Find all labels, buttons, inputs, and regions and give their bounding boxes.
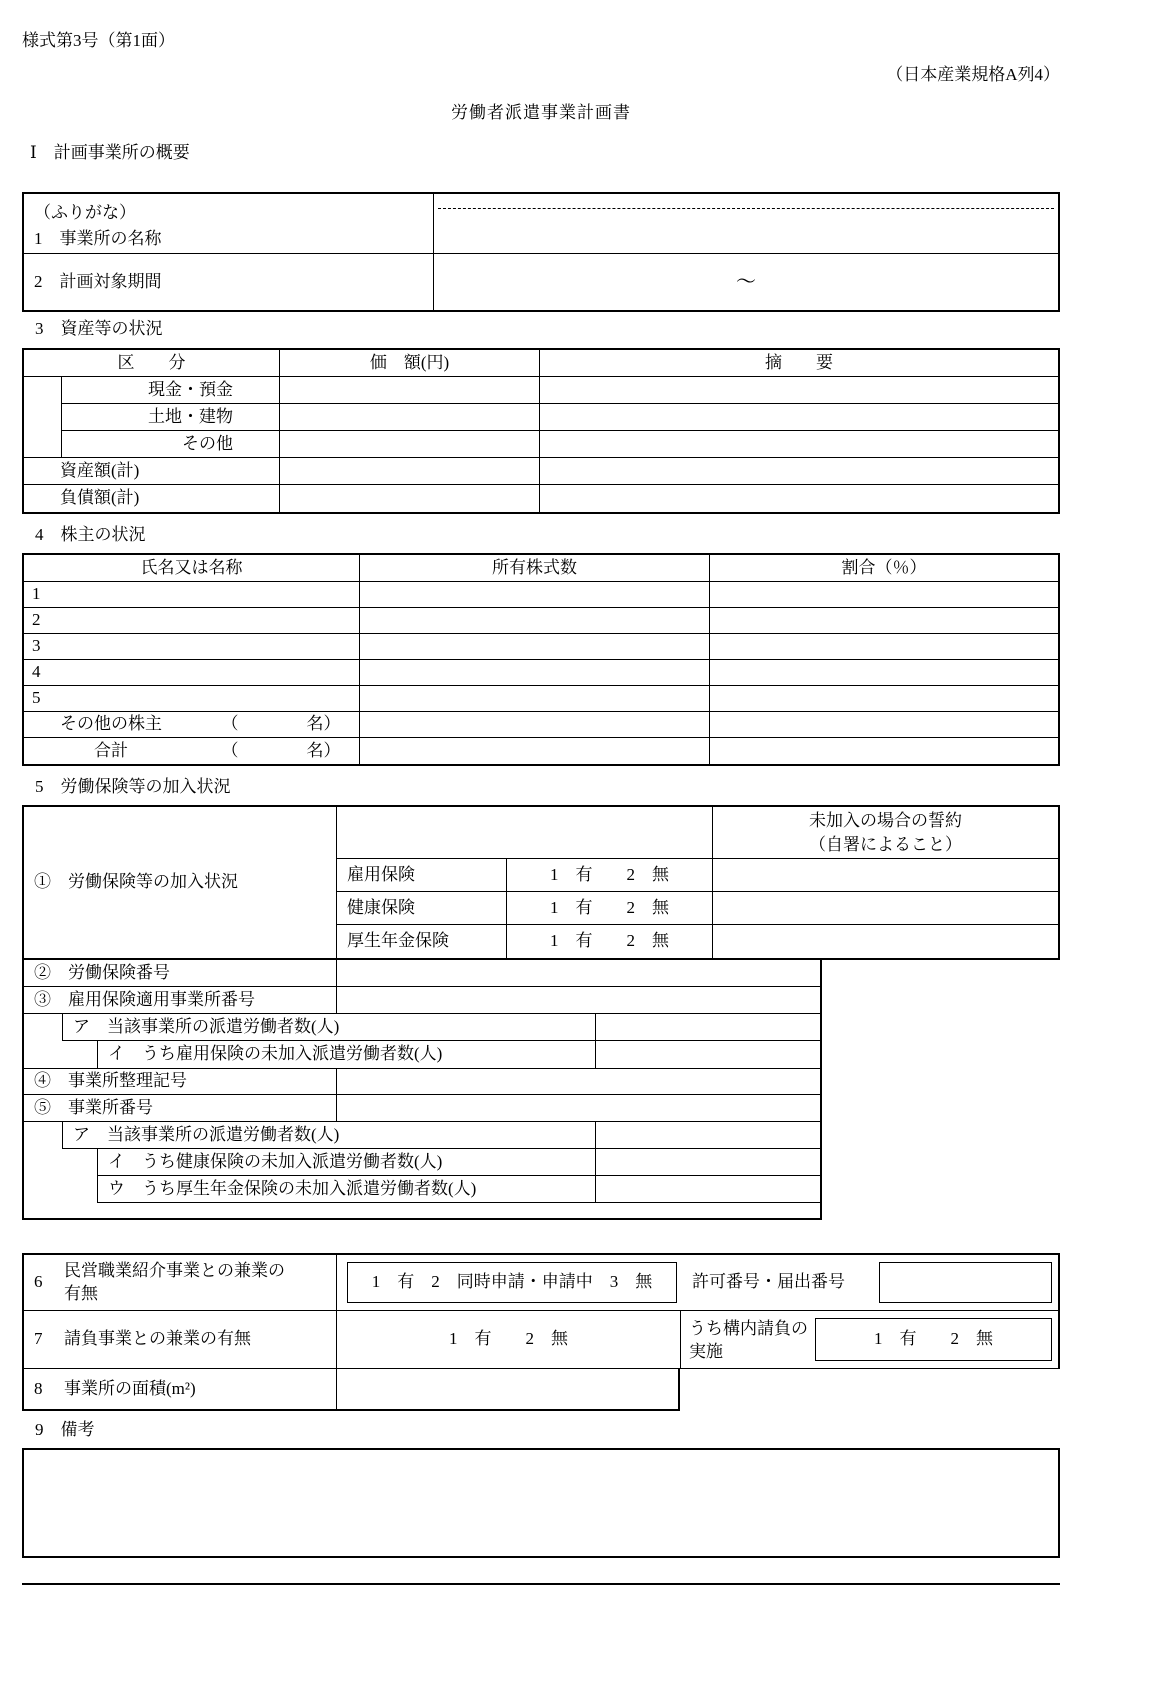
contracting-row (22, 1311, 1060, 1369)
shareholder-2-name-field[interactable]: 2 (24, 608, 360, 634)
asset-cash-summary-field[interactable] (540, 377, 1058, 404)
form-number: 様式第3号（第1面） (22, 31, 175, 50)
shareholder-5-name-field[interactable]: 5 (24, 686, 360, 712)
employment-insurance-office-number-label: ③ 雇用保険適用事業所番号 (24, 987, 337, 1013)
assets-indent-strip (24, 404, 62, 431)
side-business-label-cell (24, 1255, 337, 1310)
shareholder-2-ratio-field[interactable] (710, 608, 1058, 634)
shareholders-col-name: 氏名又は名称 (24, 555, 360, 582)
pledge-header-line2: （自署によること） (809, 834, 962, 854)
permit-number-label: 許可番号・届出番号 (692, 1272, 845, 1292)
office-name-field[interactable] (434, 194, 1058, 253)
shareholders-col-ratio: 割合（％） (710, 555, 1058, 582)
health-insurance-options[interactable]: 1 有 2 無 (550, 897, 669, 917)
insurance-status-table (22, 805, 1060, 960)
remarks-field[interactable] (22, 1448, 1060, 1558)
side-business-options[interactable]: 1 有 2 同時申請・申請中 3 無 (347, 1262, 677, 1303)
shareholder-1-shares-field[interactable] (360, 582, 710, 608)
pledge-header (713, 807, 1058, 859)
uninsured-pension-count-field[interactable] (596, 1176, 820, 1202)
side-business-detail-cell (337, 1255, 1058, 1310)
asset-total-amount-field[interactable] (280, 458, 540, 485)
shareholder-total-ratio-field[interactable] (710, 738, 1058, 764)
shareholder-5-shares-field[interactable] (360, 686, 710, 712)
shareholder-total-shares-field[interactable] (360, 738, 710, 764)
office-name-label-cell (24, 194, 434, 253)
insurance-heading: 5 労働保険等の加入状況 (35, 777, 231, 796)
shareholder-total-label: 合計 （ 名） (24, 738, 360, 764)
onsite-contracting-options[interactable]: 1 有 2 無 (815, 1318, 1052, 1361)
paper-standard-note: （日本産業規格A列4） (886, 65, 1060, 84)
dispatched-workers-count-label: ア 当該事業所の派遣労働者数(人) (63, 1014, 596, 1040)
uninsured-health-count-field[interactable] (596, 1149, 820, 1175)
pledge-health-field[interactable] (713, 892, 1058, 925)
permit-number-field[interactable] (879, 1262, 1052, 1303)
dispatched-workers-count2-field[interactable] (596, 1122, 820, 1148)
insurance-item1-label: ① 労働保険等の加入状況 (24, 807, 337, 958)
page-bottom-rule (22, 1583, 1060, 1585)
shareholder-3-shares-field[interactable] (360, 634, 710, 660)
employment-insurance-office-number-field[interactable] (337, 987, 820, 1013)
uninsured-employment-count-label: イ うち雇用保険の未加入派遣労働者数(人) (98, 1041, 596, 1068)
contracting-number: 7 (34, 1329, 43, 1349)
plan-period-label: 2 計画対象期間 (24, 254, 434, 310)
asset-total-label: 資産額(計) (24, 458, 280, 485)
shareholder-4-ratio-field[interactable] (710, 660, 1058, 686)
shareholder-other-shares-field[interactable] (360, 712, 710, 738)
office-reference-code-label: ④ 事業所整理記号 (24, 1069, 337, 1094)
office-area-label-cell (24, 1369, 337, 1409)
asset-cash-amount-field[interactable] (280, 377, 540, 404)
document-title: 労働者派遣事業計画書 (451, 103, 631, 122)
asset-row-other-label: その他 (62, 431, 280, 458)
shareholder-4-name-field[interactable]: 4 (24, 660, 360, 686)
office-area-row (22, 1369, 680, 1411)
shareholder-3-ratio-field[interactable] (710, 634, 1058, 660)
shareholders-col-shares: 所有株式数 (360, 555, 710, 582)
shareholder-1-ratio-field[interactable] (710, 582, 1058, 608)
office-area-number: 8 (34, 1378, 43, 1398)
furigana-label: （ふりがな） (34, 203, 136, 222)
assets-indent-strip (24, 377, 62, 404)
pension-insurance-label: 厚生年金保険 (337, 925, 507, 958)
liability-total-amount-field[interactable] (280, 485, 540, 512)
pledge-employment-field[interactable] (713, 859, 1058, 892)
asset-land-summary-field[interactable] (540, 404, 1058, 431)
insurance-block-bottom-strip (24, 1203, 820, 1218)
assets-col-summary: 摘 要 (540, 350, 1058, 377)
assets-heading: 3 資産等の状況 (35, 319, 163, 338)
contracting-options[interactable]: 1 有 2 無 (337, 1311, 681, 1368)
insurance-blank-cell (337, 807, 712, 859)
office-reference-code-field[interactable] (337, 1069, 820, 1094)
plan-period-field[interactable] (434, 254, 1058, 310)
tilde-mark: ～ (736, 271, 756, 293)
side-business-label: 民営職業紹介事業との兼業の有無 (64, 1261, 285, 1303)
asset-total-summary-field[interactable] (540, 458, 1058, 485)
office-number-field[interactable] (337, 1095, 820, 1121)
office-area-field[interactable] (337, 1369, 678, 1409)
asset-other-amount-field[interactable] (280, 431, 540, 458)
overview-table (22, 192, 1060, 312)
plan-period-row (24, 254, 1058, 310)
business-concurrent-table (22, 1253, 1060, 1411)
uninsured-employment-count-field[interactable] (596, 1041, 820, 1068)
employment-insurance-options[interactable]: 1 有 2 無 (550, 864, 669, 884)
shareholder-other-label: その他の株主 （ 名） (24, 712, 360, 738)
liability-total-summary-field[interactable] (540, 485, 1058, 512)
liability-total-label: 負債額(計) (24, 485, 280, 512)
remarks-heading: 9 備考 (35, 1420, 95, 1439)
labour-insurance-number-field[interactable] (337, 960, 820, 986)
office-number-label: ⑤ 事業所番号 (24, 1095, 337, 1121)
insurance-mid-column (337, 807, 712, 958)
onsite-contracting-cell (681, 1311, 1058, 1368)
insurance-numbers-block (22, 960, 822, 1220)
side-business-row (22, 1253, 1060, 1311)
labour-insurance-number-label: ② 労働保険番号 (24, 960, 337, 986)
section-heading-overview: Ⅰ 計画事業所の概要 (30, 143, 190, 162)
onsite-contracting-label: うち構内請負の実施 (689, 1319, 808, 1361)
dispatched-workers-count2-label: ア 当該事業所の派遣労働者数(人) (63, 1122, 596, 1148)
uninsured-health-count-label: イ うち健康保険の未加入派遣労働者数(人) (98, 1149, 596, 1175)
uninsured-pension-count-label: ウ うち厚生年金保険の未加入派遣労働者数(人) (98, 1176, 596, 1202)
contracting-label: 請負事業との兼業の有無 (64, 1329, 251, 1349)
shareholders-heading: 4 株主の状況 (35, 525, 146, 544)
assets-indent-strip (24, 431, 62, 458)
asset-land-amount-field[interactable] (280, 404, 540, 431)
asset-row-cash-label: 現金・預金 (62, 377, 280, 404)
asset-other-summary-field[interactable] (540, 431, 1058, 458)
dispatched-workers-count-field[interactable] (596, 1014, 820, 1040)
side-business-number: 6 (34, 1272, 43, 1292)
shareholder-2-shares-field[interactable] (360, 608, 710, 634)
employment-insurance-label: 雇用保険 (337, 859, 507, 891)
office-name-row (24, 194, 1058, 254)
contracting-label-cell (24, 1311, 337, 1368)
office-name-label: 1 事業所の名称 (34, 229, 162, 248)
shareholder-4-shares-field[interactable] (360, 660, 710, 686)
asset-row-land-label: 土地・建物 (62, 404, 280, 431)
health-insurance-label: 健康保険 (337, 892, 507, 924)
pledge-header-line1: 未加入の場合の誓約 (809, 810, 962, 830)
assets-table (22, 348, 1060, 514)
assets-col-amount: 価 額(円) (280, 350, 540, 377)
shareholder-other-ratio-field[interactable] (710, 712, 1058, 738)
shareholders-table (22, 553, 1060, 766)
shareholder-5-ratio-field[interactable] (710, 686, 1058, 712)
furigana-rule-line (438, 208, 1054, 209)
shareholder-1-name-field[interactable]: 1 (24, 582, 360, 608)
pledge-column (712, 807, 1058, 958)
assets-col-category: 区 分 (24, 350, 280, 377)
pledge-pension-field[interactable] (713, 925, 1058, 958)
office-area-label: 事業所の面積(m²) (64, 1378, 196, 1398)
pension-insurance-options[interactable]: 1 有 2 無 (550, 931, 669, 951)
shareholder-3-name-field[interactable]: 3 (24, 634, 360, 660)
